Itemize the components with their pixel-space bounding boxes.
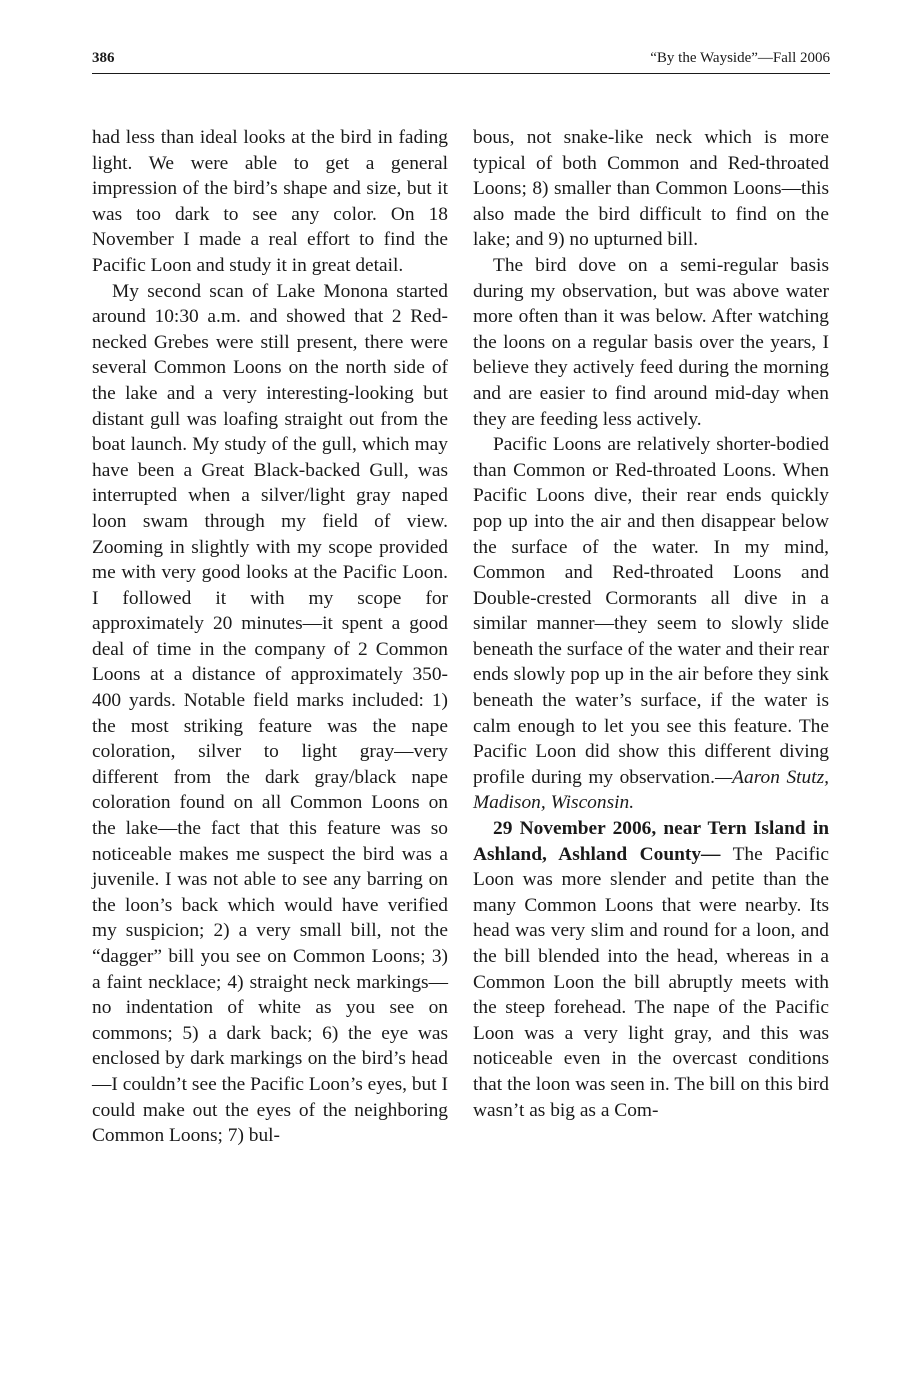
page-number: 386 xyxy=(92,50,115,66)
paragraph: had less than ideal looks at the bird in fading light. We were able to get a general impression of the bird’s shape and size, but it was too dark to see any color. On 18 November I made a real effort to find the Pacific Loon and study it in great detail. xyxy=(92,127,448,276)
paragraph-text: The Pacific Loon was more slender and petite than the many Common Loons that were nearby. Its head was very slim and round for a loon, and the bill blended into the head, whereas in a Common Loon the bill abruptly meets with the steep forehead. The nape of the Pacific Loon was a very light gray, and this was noticeable even in the overcast conditions that the loon was seen in. The bill on this bird wasn’t as big as a Com- xyxy=(473,843,829,1121)
paragraph: The bird dove on a semi-regular basis during my observation, but was above water more often than it was below. After watching the loons on a regular basis over the years, I believe they actively feed during the morning and are easier to find around mid-day when they are feeding less actively. xyxy=(473,254,829,430)
observer-signature: —Aaron Stutz, Madison, Wisconsin. xyxy=(473,766,830,814)
paragraph: bous, not snake-like neck which is more typical of both Common and Red-throated Loons; 8) smaller than Common Loons—this also made the bird difficult to find on the lake; and 9) no upturned bill. xyxy=(473,127,829,251)
paragraph xyxy=(473,816,829,1123)
paragraph xyxy=(473,432,829,816)
paragraph-text: Pacific Loons are relatively shorter-bodied than Common or Red-throated Loons. When Pacific Loons dive, their rear ends quickly pop up into the air and then disappear below the surface of the water. In my mind, Common and Red-throated Loons and Double-crested Cormorants all dive in a similar manner—they seem to slowly slide beneath the surface of the water and their rear ends slowly pop up in the air before they sink beneath the water’s surface, if the water is calm enough to let you see this feature. The Pacific Loon did show this different diving profile during my observation. xyxy=(473,434,829,788)
running-head xyxy=(92,50,830,72)
journal-title: “By the Wayside”—Fall 2006 xyxy=(650,50,830,66)
right-column xyxy=(473,125,829,1123)
left-column xyxy=(92,125,448,1149)
paragraph: My second scan of Lake Monona started around 10:30 a.m. and showed that 2 Red-necked Grebes were still present, there were several Common Loons on the north side of the lake and a very interesting-looking but distant gull was loafing straight out from the boat launch. My study of the gull, which may have been a Great Black-backed Gull, was interrupted when a silver/light gray naped loon swam through my field of view. Zooming in slightly with my scope provided me with very good looks at the Pacific Loon. I followed it with my scope for approximately 20 minutes—it spent a good deal of time in the company of 2 Common Loons at a distance of approximately 350-400 yards. Notable field marks included: 1) the most striking feature was the nape coloration, silver to light gray—very different from the dark gray/black nape coloration found on all Common Loons on the lake—the fact that this feature was so noticeable makes me suspect the bird was a juvenile. I was not able to see any barring on the loon’s back which would have verified my suspicion; 2) a very small bill, not the “dagger” bill you see on Common Loons; 3) a faint necklace; 4) straight neck markings—no indentation of white as you see on commons; 5) a dark back; 6) the eye was enclosed by dark markings on the bird’s head—I couldn’t see the Pacific Loon’s eyes, but I could make out the eyes of the neighboring Common Loons; 7) bul- xyxy=(92,280,448,1147)
report-heading: 29 November 2006, near Tern Island in Ashland, Ashland County— xyxy=(473,818,829,865)
header-rule xyxy=(92,73,830,74)
